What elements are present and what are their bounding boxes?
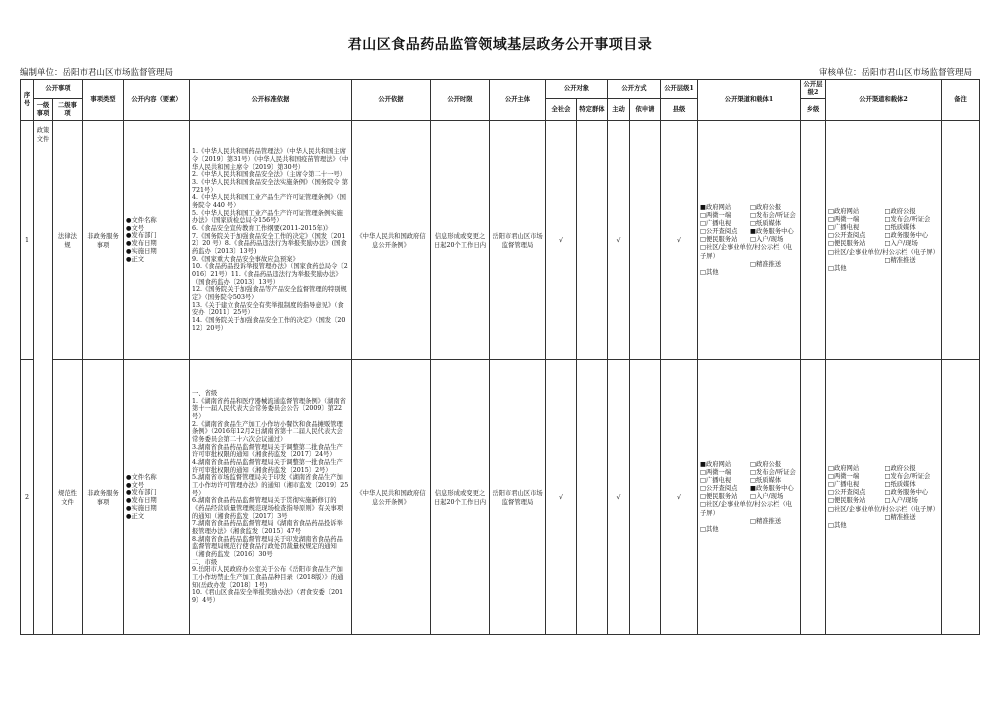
header-basis: 公开依据: [352, 80, 431, 121]
channel-item: □其他: [828, 521, 847, 529]
row-standard: [190, 121, 352, 360]
channel-item: □政府公报: [750, 460, 782, 468]
row-timing: 信息形成或变更之日起20个工作日内: [431, 121, 490, 360]
channel-item: □广播电视: [700, 476, 732, 484]
content-item: ●正文: [126, 256, 145, 264]
row-target-all: √: [546, 360, 577, 635]
header-level-township: 乡级: [801, 99, 826, 121]
channel-item: □其他: [700, 268, 719, 276]
channel-item: □纸质媒体: [884, 224, 916, 231]
channel-item: □政府网站: [828, 464, 860, 472]
row-item-type: 非政务服务事项: [83, 360, 124, 635]
row-level-township: [801, 360, 826, 635]
channel-item: □发布会/听证会: [750, 468, 796, 476]
row-level-county: √: [661, 121, 698, 360]
channel2-grid: [828, 465, 939, 530]
channel-item: □广播电视: [828, 224, 860, 231]
channel-item: □广播电视: [828, 481, 860, 488]
content-item: ●发布部门: [126, 489, 157, 497]
row-channel2: [826, 360, 942, 635]
row-basis: 《中华人民共和国政府信息公开条例》: [352, 121, 431, 360]
header-target-specific: 特定群体: [577, 99, 608, 121]
channel-item: □便民服务站: [828, 497, 866, 505]
channel-item: □政务服务中心: [884, 232, 929, 240]
row-target-specific: [577, 121, 608, 360]
channel-item: □便民服务站: [700, 236, 738, 244]
channel-item: ■政府网站: [700, 203, 732, 211]
disclosure-table: [20, 79, 980, 635]
header-level1: 一级事项: [34, 99, 53, 121]
header-content: 公开内容（要素）: [124, 80, 190, 121]
header-remark: 备注: [942, 80, 980, 121]
row-remark: [942, 121, 980, 360]
row-seq: 2: [21, 360, 34, 635]
channel-item: □公开查阅点: [700, 485, 738, 493]
channel-item: □纸质媒体: [884, 481, 916, 488]
row-level-county: √: [661, 360, 698, 635]
row-method-active: √: [608, 121, 630, 360]
content-item: ●实施日期: [126, 505, 157, 513]
channel-item: [700, 518, 748, 526]
header-method-active: 主动: [608, 99, 630, 121]
row-level-township: [801, 121, 826, 360]
channel-item: □两微一端: [828, 215, 860, 223]
row-channel1: [698, 360, 801, 635]
channel-item: □社区/企事业单位/村公示栏（电子屏）: [828, 248, 939, 256]
channel1-grid: [700, 461, 798, 535]
compiling-unit: 编制单位：岳阳市君山区市场监督管理局: [20, 68, 174, 78]
header-timing: 公开时限: [431, 80, 490, 121]
content-item: ●发布部门: [126, 232, 157, 240]
channel-item: □两微一端: [700, 211, 732, 219]
table-row: [21, 360, 980, 635]
row-method-apply: [630, 121, 661, 360]
channel-item: □公开查阅点: [828, 232, 866, 240]
content-list: [126, 217, 187, 264]
channel-item: □广播电视: [700, 219, 732, 227]
header-channel2: 公开渠道和载体2: [826, 80, 942, 121]
channel-item: ■政务服务中心: [750, 228, 794, 236]
channel-item: □政府公报: [884, 207, 916, 215]
row-channel2: [826, 121, 942, 360]
row-remark: [942, 360, 980, 635]
header-item-type: 事项类型: [83, 80, 124, 121]
row-subject: 岳阳市君山区市场监督管理局: [490, 121, 546, 360]
channel-item: □纸质媒体: [750, 476, 782, 484]
row-method-active: √: [608, 360, 630, 635]
channel-item: □两微一端: [700, 468, 732, 476]
channel-item: □公开查阅点: [700, 228, 738, 236]
header-target-group: 公开对象: [546, 80, 608, 99]
channel-item: □发布会/听证会: [884, 472, 931, 480]
channel-item: □便民服务站: [700, 493, 738, 501]
row-target-specific: [577, 360, 608, 635]
channel-item: □社区/企事业单位/村公示栏（电子屏）: [700, 501, 793, 517]
channel-item: □入户/现场: [884, 497, 918, 505]
header-method-group: 公开方式: [608, 80, 661, 99]
content-item: ●文件名称: [126, 473, 157, 481]
channel-item: □发布会/听证会: [884, 215, 931, 223]
header-level-group1: 公开层级1: [661, 80, 698, 99]
row-basis: 《中华人民共和国政府信息公开条例》: [352, 360, 431, 635]
channel-item: □政府公报: [750, 203, 782, 211]
channel-item: □入户/现场: [750, 493, 784, 501]
channel2-grid: [828, 208, 939, 273]
channel-item: □政务服务中心: [884, 489, 929, 497]
page-title: 君山区食品药品监管领域基层政务公开事项目录: [347, 37, 653, 53]
table-row: [21, 121, 980, 360]
row-content: [124, 121, 190, 360]
header-target-all: 全社会: [546, 99, 577, 121]
row-target-all: √: [546, 121, 577, 360]
content-item: ●正文: [126, 513, 145, 521]
standard-text: 一、省级 1.《湖南省药品和医疗器械流通监督管理条例》（湖南省第十一届人民代表大会常务委员会公告〔2009〕第22号） 2.《湖南省食品生产加工小作坊小餐饮和食品摊贩管理条例》（2016年12月2日湖南省第十二届人民代表大会常务委员会第二十六次会议通过） 3.湖南省食品药品监督管理局关于调整第二批食品生产许可审批权限的通知（湘食药监发〔2017〕24号） 4.湖南省食品药品监督管理局关于调整第一批食品生产许可审批权限的通知（湘食药监发〔2015〕2号） 5.湖南省市场监督管理局关于印发《湖南省食品生产加工小作坊许可管理办法》的通知（湘市监发〔2019〕25号） 6.湖南省食品药品监督管理局关于贯彻实施新修订的《药品经营质量管理规范现场检查指导原则》有关事项的通知（湘食药监发〔2017〕3号 7.湖南省食品药品监督管理局《湖南省食品药品投诉举报管理办法》（湘食监发〔2015〕47号 8.湖南省食品药品监督管理局关于印发湖南省食品药品监督管理局规范行使食品行政处罚裁量权规定的通知（湘食药监发〔2016〕30号 二、市级 9.岳阳市人民政府办公室关于公布《岳阳市食品生产加工小作坊禁止生产加工食品品种目录（2018版）》的通知(岳政办发〔2018〕1号) 10.《君山区食品安全举报奖励办法》（君食安委〔2019〕4号）: [192, 389, 349, 605]
row-standard: [190, 360, 352, 635]
row-item-type: 非政务服务事项: [83, 121, 124, 360]
row-seq: 1: [21, 121, 34, 360]
header-level-group2: 公开层级2: [801, 80, 826, 99]
channel-item: □公开查阅点: [828, 489, 866, 497]
header-standard: 公开标准依据: [190, 80, 352, 121]
content-item: ●文号: [126, 224, 145, 232]
channel-item: □政府网站: [828, 207, 860, 215]
row-level2: 规范性文件: [53, 360, 83, 635]
row-level2: 法律法规: [53, 121, 83, 360]
header-item-group: 公开事项: [34, 80, 83, 99]
review-unit: 审核单位：岳阳市君山区市场监督管理局: [818, 68, 972, 78]
channel-item: □社区/企事业单位/村公示栏（电子屏）: [828, 505, 939, 513]
row-timing: 信息形成或变更之日起20个工作日内: [431, 360, 490, 635]
channel-item: □发布会/听证会: [750, 211, 796, 219]
header-channel1: 公开渠道和载体1: [698, 80, 801, 121]
content-list: [126, 474, 187, 521]
header-level2: 二级事项: [53, 99, 83, 121]
row-content: [124, 360, 190, 635]
channel1-grid: [700, 204, 798, 278]
channel-item: [828, 257, 883, 265]
content-item: ●发布日期: [126, 497, 157, 505]
content-item: ●文件名称: [126, 216, 157, 224]
channel-item: □入户/现场: [750, 236, 784, 244]
channel-item: □精准推送: [750, 517, 782, 525]
channel-item: □入户/现场: [884, 240, 918, 248]
channel-item: □社区/企事业单位/村公示栏（电子屏）: [700, 244, 793, 260]
channel-item: □政府公报: [884, 464, 916, 472]
channel-item: □精准推送: [884, 256, 916, 264]
content-item: ●发布日期: [126, 240, 157, 248]
header-seq: 序号: [21, 80, 34, 121]
content-item: ●文号: [126, 481, 145, 489]
channel-item: □其他: [828, 264, 847, 272]
channel-item: □精准推送: [750, 260, 782, 268]
channel-item: □精准推送: [884, 513, 916, 521]
level1-cell: 政策文件: [34, 121, 53, 635]
channel-item: ■政府网站: [700, 460, 732, 468]
row-subject: 岳阳市君山区市场监督管理局: [490, 360, 546, 635]
standard-text: 1.《中华人民共和国药品管理法》（中华人民共和国主席令〔2019〕第31号）《中华人民共和国疫苗管理法》（中华人民共和国主席令〔2019〕第30号） 2.《中华人民共和国食品安全法》（主席令第二十一号） 3.《中华人民共和国食品安全法实施条例》（国务院令 第721号） 4.《中华人民共和国工业产品生产许可证管理条例》（国务院令 440 号） 5.《中华人民共和国工业产品生产许可证管理条例实施办法》（国家质检总局令156号） 6.《食品安全宣传教育工作纲要(2011-2015年)》 7.《国务院关于加强食品安全工作的决定》（国发〔2012〕20 号）8.《食品药品违法行为举报奖励办法》(国食药监办〔2013〕13号) 9.《国家重大食品安全事故应急预案》 10.《食品药品投诉举报管理办法》（国家食药总局令〔2016〕21号）11.《食品药品违法行为举报奖励办法》（国食药监办〔2013〕13号） 12.《国务院关于加强食品等产品安全监督管理的特别规定》（国务院令503号） 13.《关于建立食品安全有奖举报制度的指导意见》（食安办〔2011〕25号） 14.《国务院关于加强食品安全工作的决定》（国发〔2012〕20号）: [192, 148, 349, 332]
header-subject: 公开主体: [490, 80, 546, 121]
channel-item: □纸质媒体: [750, 219, 782, 227]
header-method-apply: 依申请: [630, 99, 661, 121]
channel-item: □其他: [700, 525, 719, 533]
channel-item: □便民服务站: [828, 240, 866, 248]
channel-item: □两微一端: [828, 472, 860, 480]
row-channel1: [698, 121, 801, 360]
channel-item: ■政务服务中心: [750, 485, 794, 493]
channel-item: [700, 261, 748, 269]
row-method-apply: [630, 360, 661, 635]
content-item: ●实施日期: [126, 248, 157, 256]
channel-item: [828, 514, 883, 522]
header-level-county: 县级: [661, 99, 698, 121]
